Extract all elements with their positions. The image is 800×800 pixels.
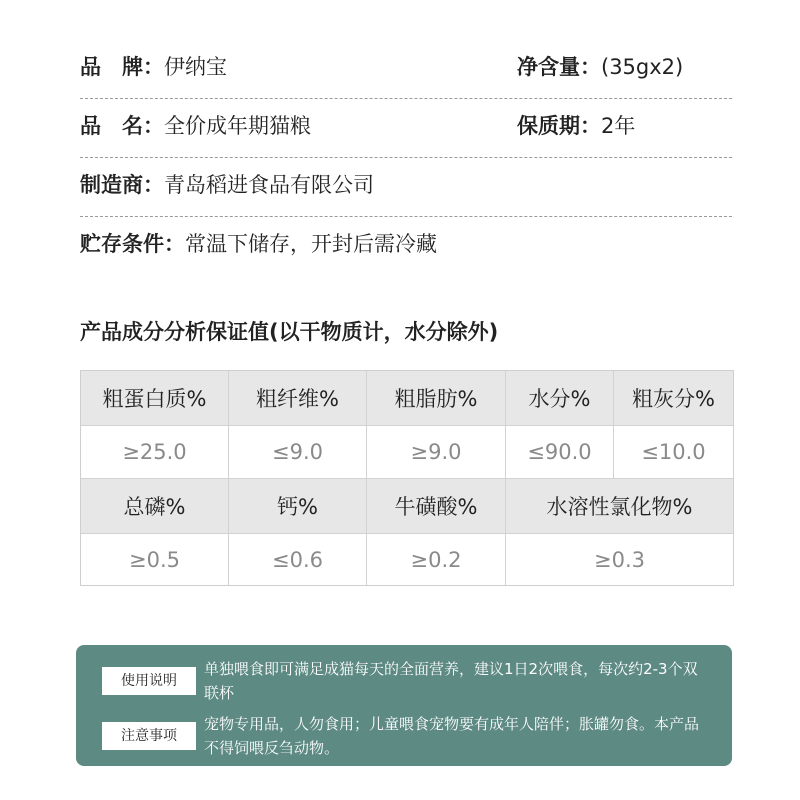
info-row-name: [80, 99, 732, 158]
manufacturer-label: 制造商：: [80, 173, 164, 197]
caution-tag: 注意事项: [102, 722, 196, 750]
info-row-maker: [80, 158, 732, 217]
storage-label: 贮存条件：: [80, 232, 185, 256]
table-value-cell: ≤9.0: [229, 426, 367, 479]
nutrition-table: [80, 370, 734, 586]
manufacturer-value: 青岛稻进食品有限公司: [164, 173, 374, 197]
table-value-cell: ≤90.0: [506, 426, 614, 479]
table-value-cell: ≥0.2: [367, 534, 506, 585]
shelf-life-value: 2年: [601, 114, 636, 138]
table-value-cell: ≥0.3: [506, 534, 733, 585]
table-value-cell: ≥0.5: [81, 534, 229, 585]
table-value-cell: ≥25.0: [81, 426, 229, 479]
table-value-cell: ≤10.0: [614, 426, 733, 479]
table-value-cell: ≥9.0: [367, 426, 506, 479]
table-value-cell: ≤0.6: [229, 534, 367, 585]
table-header-cell: 粗灰分%: [614, 371, 733, 426]
shelf-life-label: 保质期：: [517, 114, 601, 138]
brand-label: 品 牌：: [80, 55, 164, 79]
net-weight-label: 净含量：: [517, 55, 601, 79]
table-header-cell: 水分%: [506, 371, 614, 426]
table-header-cell: 钙%: [229, 479, 367, 534]
storage-value: 常温下储存，开封后需冷藏: [185, 232, 437, 256]
analysis-title: 产品成分分析保证值(以干物质计，水分除外): [80, 320, 499, 344]
product-name-value: 全价成年期猫粮: [164, 114, 311, 138]
usage-text: 单独喂食即可满足成猫每天的全面营养，建议1日2次喂食，每次约2-3个双联杯: [204, 660, 698, 702]
table-header-cell: 粗纤维%: [229, 371, 367, 426]
info-row-storage: [80, 217, 732, 275]
table-header-cell: 粗蛋白质%: [81, 371, 229, 426]
usage-tag: 使用说明: [102, 667, 196, 695]
caution-text: 宠物专用品，人勿食用；儿童喂食宠物要有成年人陪伴；胀罐勿食。本产品不得饲喂反刍动物。: [204, 715, 700, 757]
table-header-cell: 粗脂肪%: [367, 371, 506, 426]
table-header-cell: 水溶性氯化物%: [506, 479, 733, 534]
notice-panel: [76, 645, 732, 766]
product-name-label: 品 名：: [80, 114, 164, 138]
product-info: [80, 40, 732, 275]
brand-value: 伊纳宝: [164, 55, 227, 79]
net-weight-value: (35gx2): [601, 55, 684, 79]
info-row-brand: [80, 40, 732, 99]
table-header-cell: 牛磺酸%: [367, 479, 506, 534]
table-header-cell: 总磷%: [81, 479, 229, 534]
